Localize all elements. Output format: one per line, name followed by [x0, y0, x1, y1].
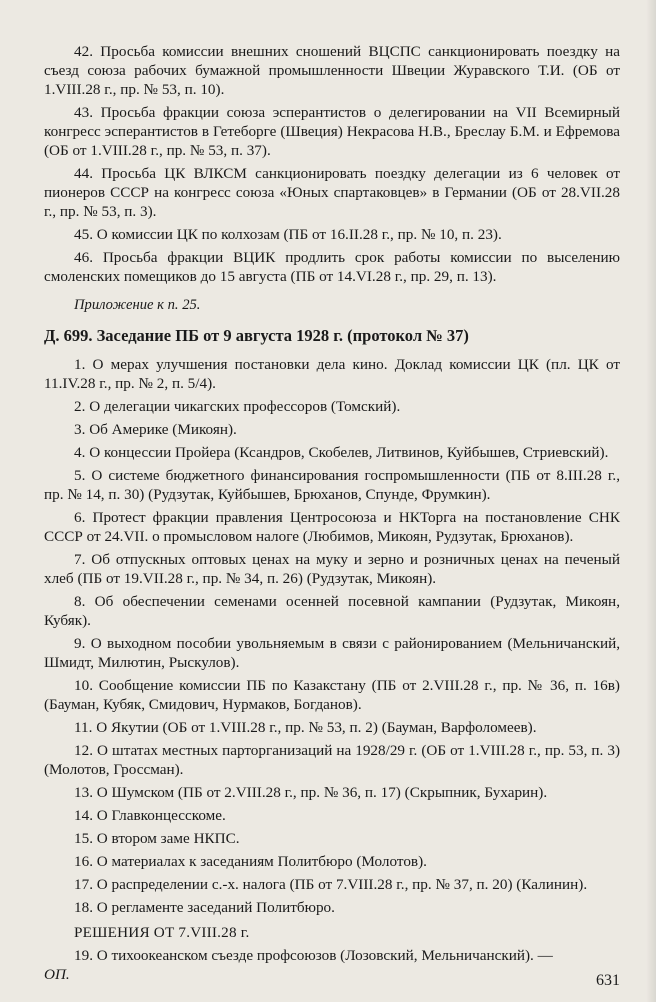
list-item: 46. Просьба фракции ВЦИК продлить срок работы комиссии по выселению смоленских помещиков до 15 августа (ПБ от 14.VI.28 г., пр. 29, п. 13).: [44, 249, 620, 285]
list-item: 42. Просьба комиссии внешних сношений ВЦСПС санкционировать поездку на съезд союза рабочих бумажной промышленности Швеции Журавского Т.И. (ОБ от 1.VIII.28 г., пр. № 53, п. 10).: [44, 43, 620, 98]
list-item: 4. О концессии Пройера (Ксандров, Скобелев, Литвинов, Куйбышев, Стриевский).: [74, 444, 609, 461]
decisions-heading: РЕШЕНИЯ ОТ 7.VIII.28 г.: [74, 924, 250, 941]
section-heading: Д. 699. Заседание ПБ от 9 августа 1928 г. (протокол № 37): [44, 326, 469, 345]
list-item: 11. О Якутии (ОБ от 1.VIII.28 г., пр. № 53, п. 2) (Бауман, Варфоломеев).: [74, 719, 537, 736]
list-item: 44. Просьба ЦК ВЛКСМ санкционировать поездку делегации из 6 человек от пионеров СССР на конгресс союза «Юных спартаковцев» в Германии (ОБ от 28.VII.28 г., пр. № 53, п. 3).: [44, 165, 620, 220]
list-item: 45. О комиссии ЦК по колхозам (ПБ от 16.II.28 г., пр. № 10, п. 23).: [74, 226, 502, 243]
list-item: 2. О делегации чикагских профессоров (Томский).: [74, 398, 401, 415]
list-item: 15. О втором заме НКПС.: [74, 830, 240, 847]
page-edge-shadow: [646, 0, 656, 1002]
appendix-note: Приложение к п. 25.: [74, 297, 201, 313]
list-item: 16. О материалах к заседаниям Политбюро (Молотов).: [74, 853, 427, 870]
list-item: 5. О системе бюджетного финансирования госпромышленности (ПБ от 8.III.28 г., пр. № 14, п. 30) (Рудзутак, Куйбышев, Брюханов, Спунде, Фрумкин).: [44, 467, 620, 503]
list-item: 14. О Главконцесскоме.: [74, 807, 226, 824]
list-item: [44, 946, 620, 984]
item-19-tail: ОП.: [44, 966, 70, 983]
item-19-text: 19. О тихоокеанском съезде профсоюзов (Лозовский, Мельничанский). —: [74, 947, 553, 964]
list-item: 43. Просьба фракции союза эсперантистов о делегировании на VII Всемирный конгресс эсперантистов в Гетеборге (Швеция) Некрасова Н.В., Бреслау Б.М. и Ефремова (ОБ от 1.VIII.28 г., пр. № 53, п. 37).: [44, 104, 620, 159]
list-item: 8. Об обеспечении семенами осенней посевной кампании (Рудзутак, Микоян, Кубяк).: [44, 593, 620, 629]
list-item: 17. О распределении с.-х. налога (ПБ от 7.VIII.28 г., пр. № 37, п. 20) (Калинин).: [74, 876, 588, 893]
list-item: 12. О штатах местных парторганизаций на 1928/29 г. (ОБ от 1.VIII.28 г., пр. 53, п. 3) (Молотов, Гроссман).: [44, 742, 620, 778]
list-item: 6. Протест фракции правления Центросоюза и НКТорга на постановление СНК СССР от 24.VII. о промысловом налоге (Любимов, Микоян, Рудзутак, Брюханов).: [44, 509, 620, 545]
page-number: 631: [596, 972, 620, 989]
list-item: 18. О регламенте заседаний Политбюро.: [74, 899, 335, 916]
list-item: 13. О Шумском (ПБ от 2.VIII.28 г., пр. № 36, п. 17) (Скрыпник, Бухарин).: [74, 784, 548, 801]
list-item: 7. Об отпускных оптовых ценах на муку и зерно и розничных ценах на печеный хлеб (ПБ от 19.VII.28 г., пр. № 34, п. 26) (Рудзутак, Микоян).: [44, 551, 620, 587]
list-item: 9. О выходном пособии увольняемым в связи с районированием (Мельничанский, Шмидт, Милютин, Рыскулов).: [44, 635, 620, 671]
list-item: 1. О мерах улучшения постановки дела кино. Доклад комиссии ЦК (пл. ЦК от 11.IV.28 г., пр. № 2, п. 5/4).: [44, 356, 620, 392]
list-item: 10. Сообщение комиссии ПБ по Казакстану (ПБ от 2.VIII.28 г., пр. № 36, п. 16в) (Бауман, Кубяк, Смидович, Нурмаков, Богданов).: [44, 677, 620, 713]
list-item: 3. Об Америке (Микоян).: [74, 421, 237, 438]
